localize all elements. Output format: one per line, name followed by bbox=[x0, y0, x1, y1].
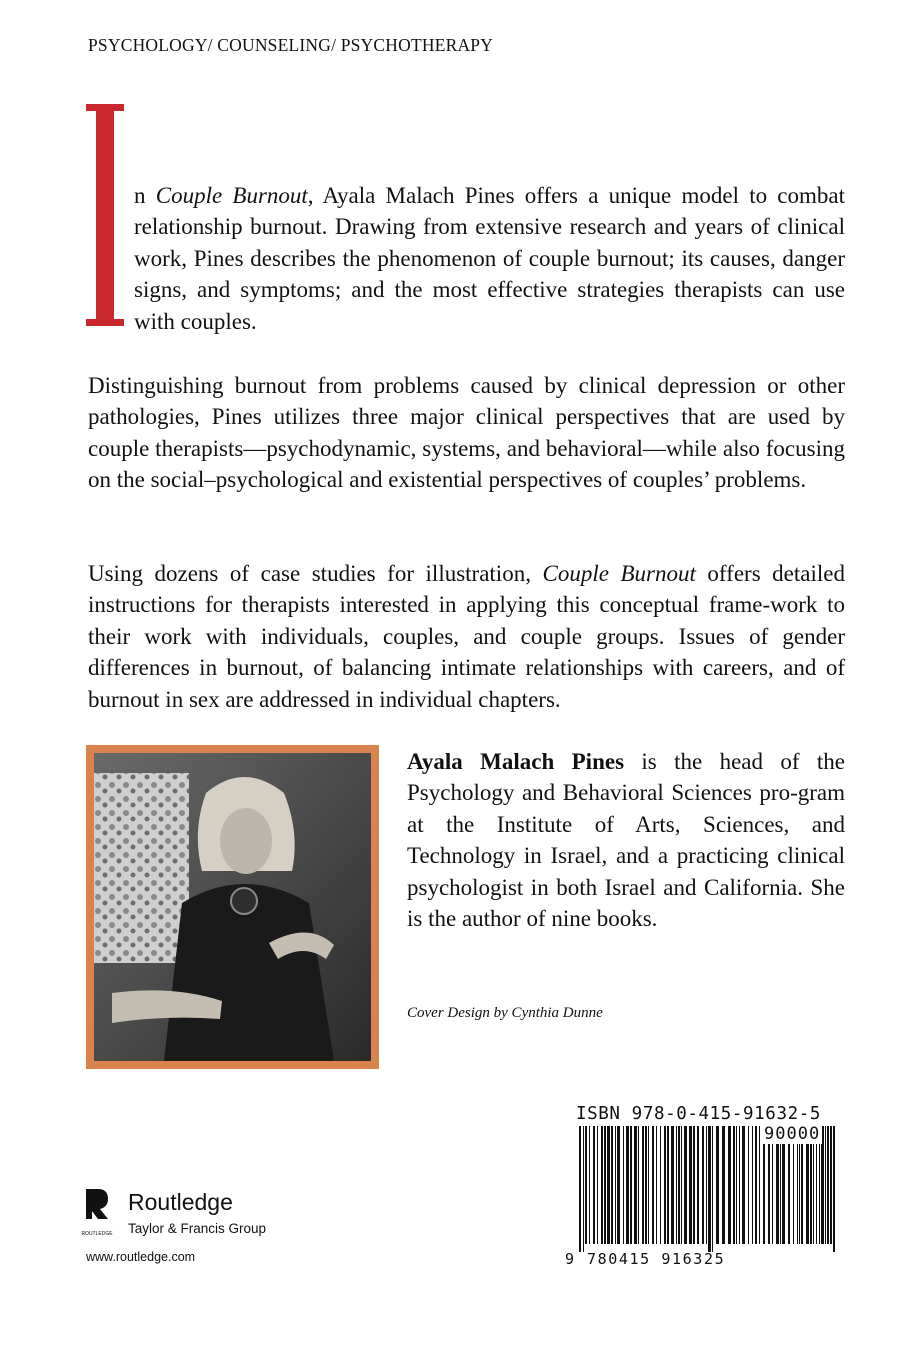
barcode-bar bbox=[684, 1126, 687, 1244]
p3-body: offers detailed instructions for therapists interested in applying this conceptual frame-work to their work with individuals, couples, and couple groups. Issues of gender differences in burnout, of balancing intimate relationships with careers, and of burnout in sex are addressed in individual chapters. bbox=[88, 561, 845, 712]
barcode-bar bbox=[827, 1126, 829, 1244]
barcode-bar bbox=[693, 1126, 695, 1244]
barcode-bar bbox=[825, 1126, 826, 1244]
price-code: 90000 bbox=[764, 1124, 821, 1144]
p1-body: , Ayala Malach Pines offers a unique model to combat relationship burnout. Drawing from extensive research and years of clinical work, Pines describes the phenomenon of couple burnout; its causes, danger signs, and symptoms; and the most effective strategies therapists can use with couples. bbox=[134, 183, 846, 334]
author-photo bbox=[94, 753, 371, 1061]
barcode-bar bbox=[660, 1126, 661, 1244]
barcode-bar bbox=[585, 1126, 587, 1244]
cover-design-credit: Cover Design by Cynthia Dunne bbox=[407, 1005, 603, 1021]
drop-cap-bottom-serif bbox=[86, 319, 124, 326]
barcode-bar bbox=[748, 1126, 749, 1244]
drop-cap-stem bbox=[96, 104, 114, 326]
publisher-group: Taylor & Francis Group bbox=[128, 1221, 267, 1236]
barcode-bar bbox=[722, 1126, 725, 1244]
barcode-bar bbox=[667, 1126, 669, 1244]
necklace bbox=[231, 888, 257, 914]
barcode-bar bbox=[607, 1126, 610, 1244]
barcode-bar bbox=[708, 1126, 711, 1252]
barcode-bar bbox=[645, 1126, 647, 1244]
description-paragraph-2: Distinguishing burnout from problems caused by clinical depression or other pathologies, Pines utilizes three major clinical perspectives that are used by couple therapists—psychodynamic, systems, and behavioral—while also focusing on the social–psychological and existential perspectives of couples’ problems. bbox=[88, 373, 845, 493]
barcode-bar bbox=[736, 1126, 737, 1244]
author-bio bbox=[407, 746, 845, 934]
barcode-bar bbox=[611, 1126, 613, 1244]
barcode-bar bbox=[676, 1126, 677, 1244]
barcode-bar bbox=[702, 1126, 704, 1244]
barcode-bar bbox=[689, 1126, 692, 1244]
barcode-bar bbox=[589, 1126, 590, 1244]
routledge-logo-icon bbox=[81, 1187, 113, 1239]
publisher-name: Routledge bbox=[128, 1189, 233, 1215]
barcode-bar bbox=[733, 1126, 735, 1244]
barcode-bar bbox=[593, 1126, 595, 1244]
subject-category: PSYCHOLOGY/ COUNSELING/ PSYCHOTHERAPY bbox=[88, 35, 494, 55]
author-name: Ayala Malach Pines bbox=[407, 749, 625, 774]
barcode-bar bbox=[671, 1126, 674, 1244]
publisher-website: www.routledge.com bbox=[86, 1250, 196, 1264]
barcode-bar bbox=[634, 1126, 637, 1244]
author-photo-frame bbox=[86, 745, 379, 1069]
face bbox=[220, 808, 272, 874]
barcode bbox=[579, 1126, 841, 1252]
barcode-bar bbox=[755, 1126, 757, 1244]
barcode-bar bbox=[664, 1126, 666, 1244]
barcode-bar bbox=[623, 1126, 624, 1244]
barcode-bar bbox=[712, 1126, 713, 1252]
logo-wordmark: ROUTLEDGE bbox=[81, 1231, 113, 1237]
author-bio-text: is the head of the Psychology and Behavioral Sciences pro-gram at the Institute of Arts, Sciences, and Technology in Israel, and a practicing clinical psychologist in both Israel and California. She is the author of nine books. bbox=[407, 749, 845, 932]
barcode-bar bbox=[617, 1126, 620, 1244]
ean-remaining-digits: 780415 916325 bbox=[587, 1250, 726, 1268]
p3-lead: Using dozens of case studies for illustration, bbox=[88, 561, 543, 586]
book-title: Couple Burnout bbox=[155, 183, 308, 208]
barcode-bar bbox=[833, 1126, 835, 1252]
barcode-bar bbox=[681, 1126, 682, 1244]
barcode-bar bbox=[648, 1126, 649, 1244]
barcode-bar bbox=[728, 1126, 731, 1244]
isbn-number: ISBN 978-0-415-91632-5 bbox=[576, 1104, 821, 1124]
barcode-bar bbox=[716, 1126, 719, 1244]
barcode-bar bbox=[706, 1126, 707, 1244]
chair-back bbox=[94, 773, 189, 963]
barcode-bar bbox=[830, 1126, 832, 1244]
p1-lead: n bbox=[134, 183, 156, 208]
barcode-bar bbox=[601, 1126, 603, 1244]
barcode-bar bbox=[697, 1126, 699, 1244]
logo-mark bbox=[86, 1189, 108, 1219]
book-title: Couple Burnout bbox=[542, 561, 696, 586]
barcode-bar bbox=[642, 1126, 644, 1244]
description-paragraph-1 bbox=[134, 180, 845, 337]
barcode-bar bbox=[626, 1126, 629, 1244]
barcode-bar bbox=[759, 1126, 760, 1244]
barcode-bar bbox=[739, 1126, 740, 1244]
ean-first-digit: 9 bbox=[565, 1250, 575, 1268]
barcode-bar bbox=[597, 1126, 598, 1244]
barcode-bar bbox=[583, 1126, 584, 1252]
barcode-bar bbox=[604, 1126, 606, 1244]
barcode-bar bbox=[615, 1126, 616, 1244]
barcode-bar bbox=[638, 1126, 639, 1244]
barcode-bar bbox=[678, 1126, 680, 1244]
barcode-bar bbox=[742, 1126, 745, 1244]
barcode-bar bbox=[656, 1126, 657, 1244]
barcode-bar bbox=[579, 1126, 581, 1252]
barcode-bar bbox=[630, 1126, 632, 1244]
barcode-bar bbox=[652, 1126, 654, 1244]
barcode-bar bbox=[752, 1126, 753, 1244]
description-paragraph-3 bbox=[88, 558, 845, 715]
drop-cap-letter bbox=[86, 104, 124, 326]
